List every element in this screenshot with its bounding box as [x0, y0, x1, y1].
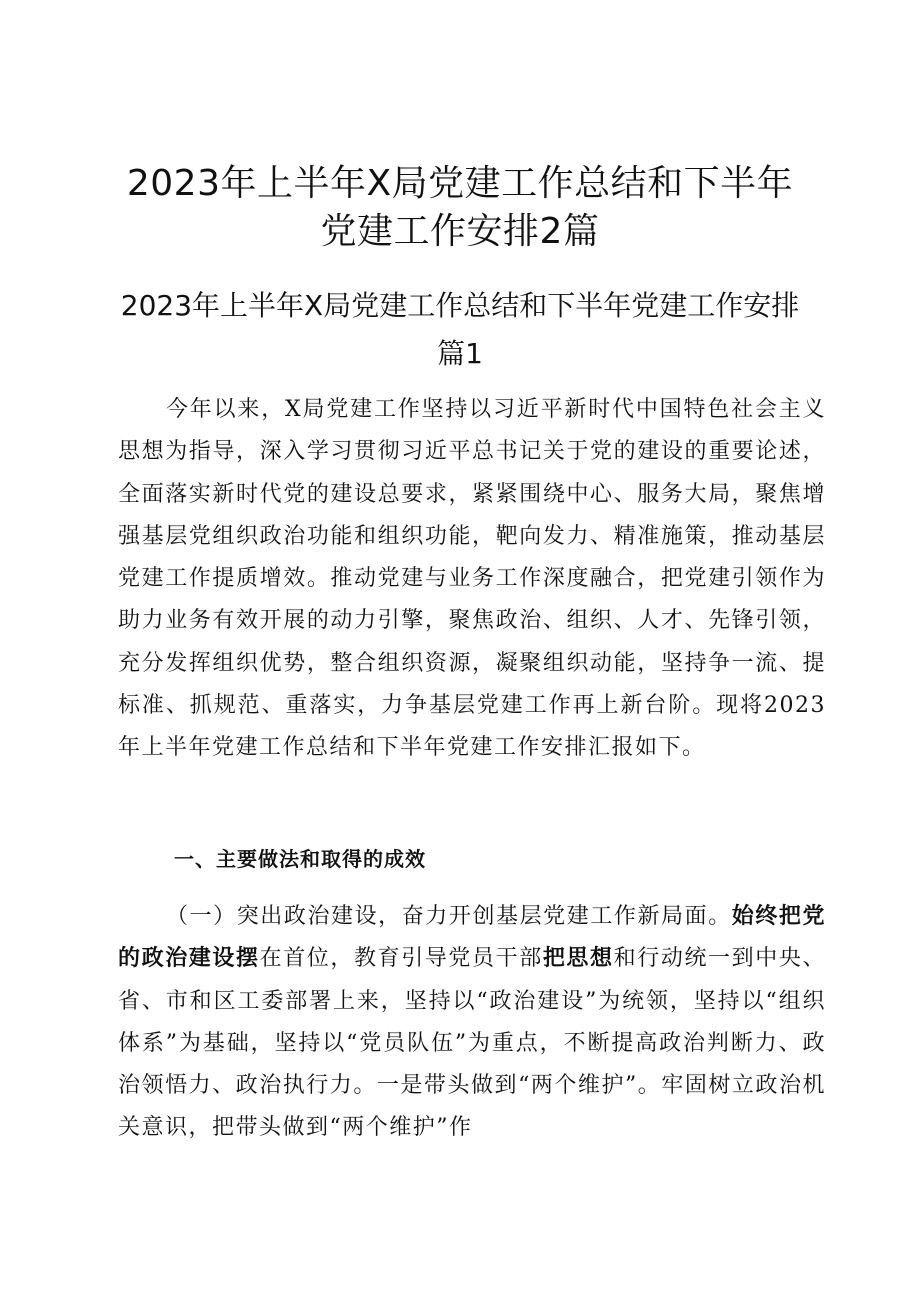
body-paragraph — [118, 896, 826, 1150]
paragraph-text: 在首位，教育引导党员干部 — [259, 946, 543, 972]
bold-phrase: 始终把党的政治建设摆 — [118, 904, 826, 972]
main-title: 2023年上半年X局党建工作总结和下半年党建工作安排2篇 — [126, 163, 794, 252]
intro-paragraph: 今年以来，X局党建工作坚持以习近平新时代中国特色社会主义思想为指导，深入学习贯彻习近平总书记关于党的建设的重要论述，全面落实新时代党的建设总要求，紧紧围绕中心、服务大局，聚焦增强基层党组织政治功能和组织功能，靶向发力、精准施策，推动基层党建工作提质增效。推动党建与业务工作深度融合，把党建引领作为助力业务有效开展的动力引擎，聚焦政治、组织、人才、先锋引领，充分发挥组织优势，整合组织资源，凝聚组织动能，坚持争一流、提标准、抓规范、重落实，力争基层党建工作再上新台阶。现将2023年上半年党建工作总结和下半年党建工作安排汇报如下。 — [118, 397, 826, 761]
section-heading: 一、主要做法和取得的成效 — [174, 847, 426, 871]
sub-title: 2023年上半年X局党建工作总结和下半年党建工作安排篇1 — [120, 289, 800, 370]
paragraph-text: （一）突出政治建设，奋力开创基层党建工作新局面。 — [166, 904, 732, 929]
paragraph-text: 和行动统一到中央、省、市和区工委部署上来，坚持以“政治建设”为统领，坚持以“组织体系”为基础，坚持以“党员队伍”为重点，不断提高政治判断力、政治领悟力、政治执行力。一是带头做到“两个维护”。牢固树立政治机关意识，把带头做到“两个维护”作 — [118, 946, 826, 1141]
bold-phrase: 把思想 — [542, 946, 614, 972]
